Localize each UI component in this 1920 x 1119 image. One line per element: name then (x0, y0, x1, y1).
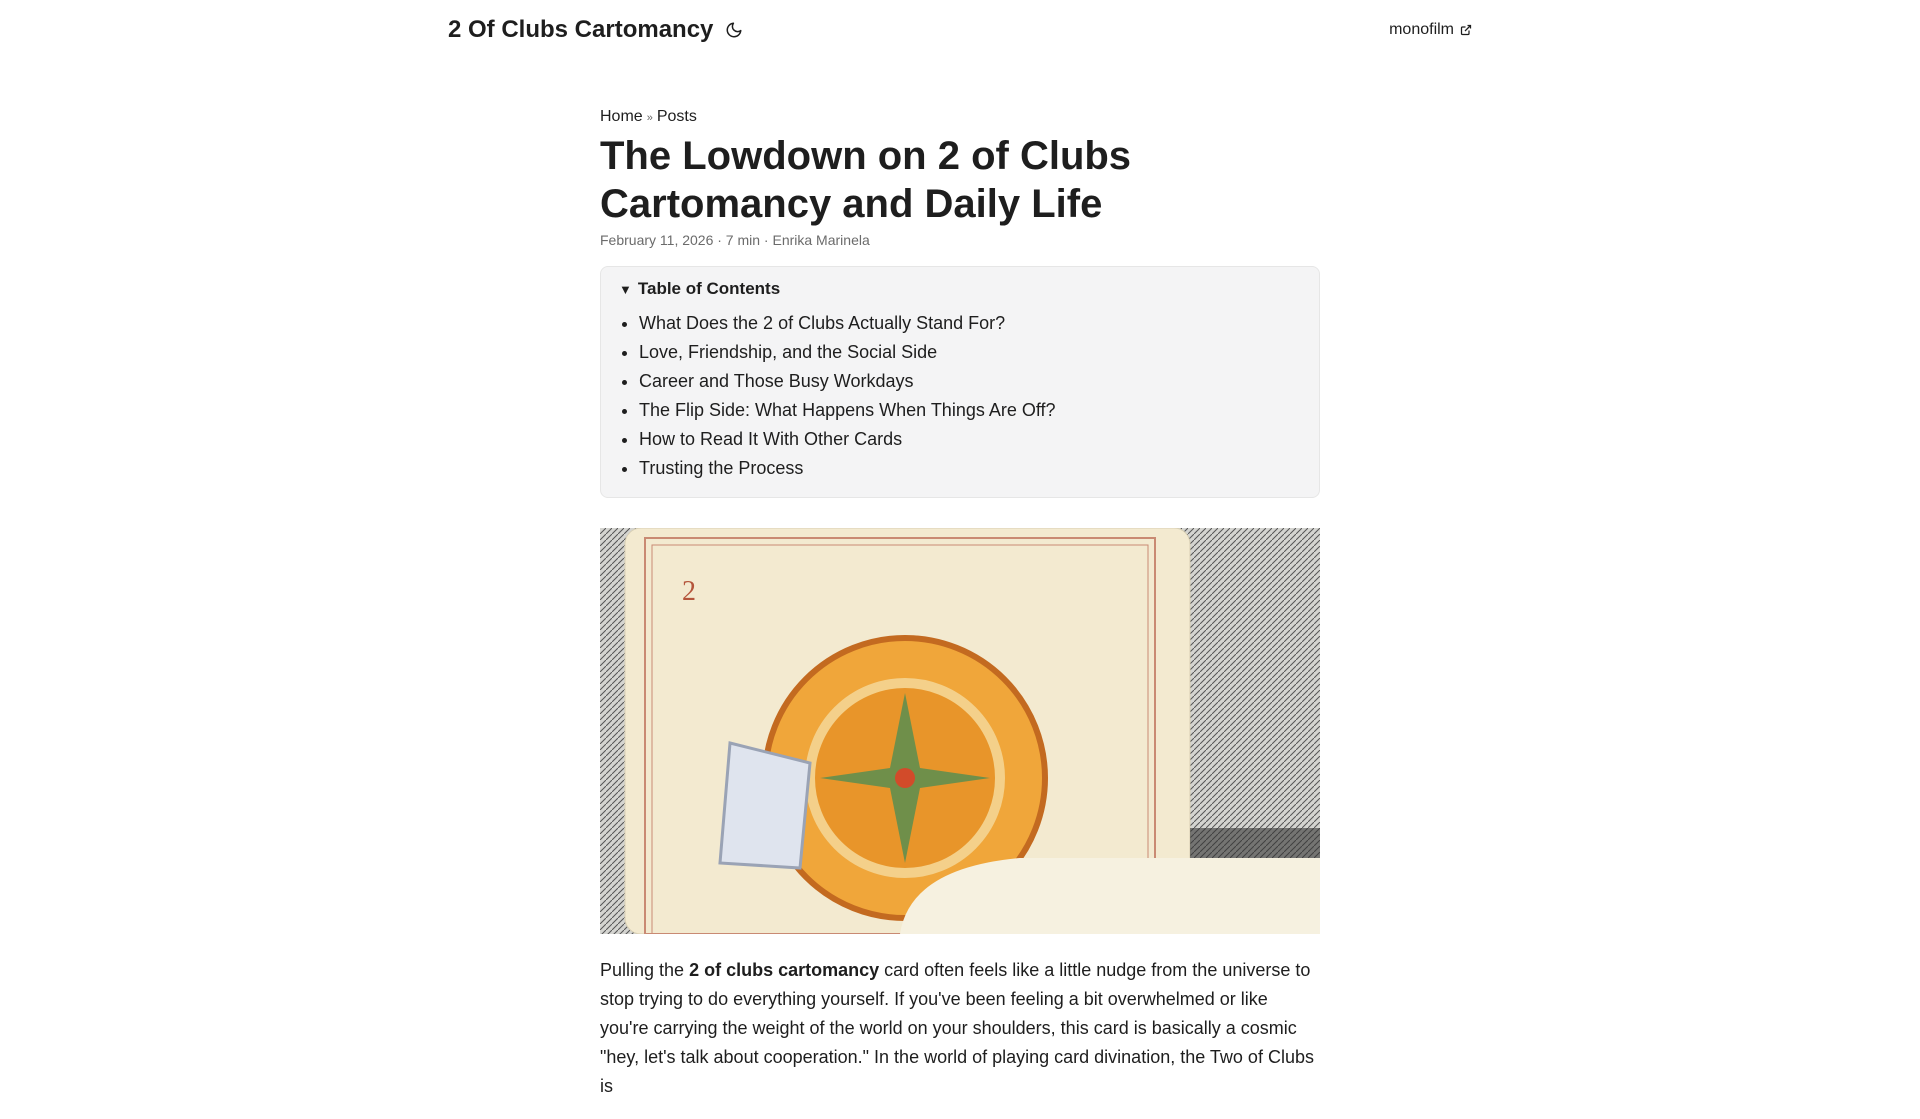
cover-image (600, 528, 1320, 934)
diamond-gem (720, 743, 810, 868)
table-of-contents (600, 266, 1320, 498)
toc-link[interactable]: How to Read It With Other Cards (639, 429, 903, 449)
toc-link[interactable]: Trusting the Process (639, 458, 804, 478)
toc-link[interactable]: Love, Friendship, and the Social Side (639, 342, 938, 362)
card-illustration (600, 528, 1320, 934)
toc-link[interactable]: The Flip Side: What Happens When Things Are Off? (639, 400, 1056, 420)
text-span: card often feels like a little nudge from the universe to stop trying to do everything yourself. If you've been feeling a bit overwhelmed or like you're carrying the weight of the world on your shoulders, this card is basically a cosmic "hey, let's talk about cooperation." In the world of playing card divination, the Two of Clubs is (600, 960, 1314, 1096)
toc-item[interactable] (639, 338, 1301, 367)
external-link-icon (1460, 24, 1472, 36)
toc-item[interactable] (639, 309, 1301, 338)
post-main (600, 108, 1320, 1119)
toc-item[interactable] (639, 396, 1301, 425)
keyword-bold: 2 of clubs cartomancy (689, 960, 880, 980)
toc-item[interactable] (639, 454, 1301, 483)
post-meta: February 11, 2026 · 7 min · Enrika Marinela (600, 232, 870, 248)
toc-item[interactable] (639, 425, 1301, 454)
monofilm-link[interactable] (1389, 21, 1472, 39)
toc-summary-label: Table of Contents (637, 279, 781, 298)
text-span: Pulling the (600, 960, 690, 980)
logo-group (448, 16, 743, 44)
moon-icon[interactable] (725, 21, 743, 39)
site-title-link[interactable]: 2 Of Clubs Cartomancy (448, 16, 714, 43)
breadcrumb-posts[interactable]: Posts (656, 108, 697, 125)
toc-link[interactable]: Career and Those Busy Workdays (639, 371, 914, 391)
triangle-down-icon: ▼ (619, 281, 632, 297)
breadcrumb (600, 108, 1320, 126)
intro-paragraph (600, 956, 1320, 1101)
monofilm-label: monofilm (1389, 21, 1454, 38)
toc-list (619, 309, 1301, 483)
breadcrumb-home[interactable]: Home (600, 108, 643, 125)
toc-item[interactable] (639, 367, 1301, 396)
card-number: 2 (682, 576, 696, 607)
site-header (448, 0, 1472, 60)
toc-link[interactable]: What Does the 2 of Clubs Actually Stand For? (639, 313, 1006, 333)
breadcrumb-separator: » (646, 112, 653, 124)
toc-toggle[interactable] (619, 279, 1301, 299)
page-title: The Lowdown on 2 of Clubs Cartomancy and Daily Life (600, 134, 1132, 226)
